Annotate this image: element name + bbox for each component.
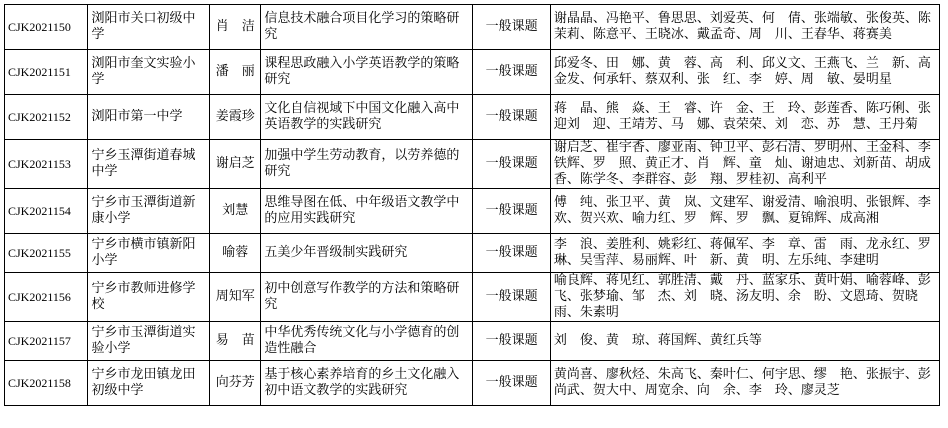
leader-cell: 潘 丽 [210, 50, 261, 95]
topic-cell: 课程思政融入小学英语教学的策略研究 [261, 50, 473, 95]
school-cell: 宁乡市横市镇新阳小学 [88, 234, 210, 273]
members-cell: 蒋 晶、熊 焱、王 睿、许 金、王 玲、彭莲香、陈巧俐、张迎刘 迎、王靖芳、马 娜、袁荣荣、刘 恋、苏 慧、王丹菊 [550, 95, 939, 140]
school-cell: 浏阳市关口初级中学 [88, 5, 210, 50]
project-id-cell: CJK2021157 [5, 322, 88, 361]
school-cell: 宁乡市教师进修学校 [88, 273, 210, 322]
school-cell: 宁乡市玉潭街道实验小学 [88, 322, 210, 361]
members-cell: 谢启芝、崔宇香、廖亚南、钟卫平、彭石清、罗明州、王金科、李铁辉、罗 照、黄正才、肖 辉、童 灿、谢迪忠、刘新苗、胡成香、陈学冬、李群容、彭 翔、罗桂初、高利平 [550, 140, 939, 189]
project-id-cell: CJK2021151 [5, 50, 88, 95]
table-row [5, 273, 940, 322]
topic-cell: 中华优秀传统文化与小学德育的创造性融合 [261, 322, 473, 361]
project-table-body [5, 5, 944, 406]
table-row [5, 50, 940, 95]
project-id-cell: CJK2021153 [5, 140, 88, 189]
members-cell: 谢晶晶、冯艳平、鲁思思、刘爱英、何 倩、张端敏、张俊英、陈茉莉、陈意平、王晓冰、戴孟奇、周 川、王春华、蒋赛美 [550, 5, 939, 50]
project-type-cell: 一般课题 [473, 189, 550, 234]
school-cell: 宁乡市龙田镇龙田初级中学 [88, 361, 210, 406]
table-row [5, 189, 940, 234]
topic-cell: 思维导图在低、中年级语文教学中的应用实践研究 [261, 189, 473, 234]
leader-cell: 谢启芝 [210, 140, 261, 189]
project-type-cell: 一般课题 [473, 5, 550, 50]
members-cell: 黄尚喜、廖秋烃、朱高飞、秦叶仁、何宇思、缪 艳、张振宇、彭尚武、贺大中、周宽余、向 余、李 玲、廖灵芝 [550, 361, 939, 406]
leader-cell: 喻蓉 [210, 234, 261, 273]
leader-cell: 肖 洁 [210, 5, 261, 50]
project-id-cell: CJK2021158 [5, 361, 88, 406]
project-type-cell: 一般课题 [473, 361, 550, 406]
school-cell: 浏阳市第一中学 [88, 95, 210, 140]
topic-cell: 文化自信视域下中国文化融入高中英语教学的实践研究 [261, 95, 473, 140]
leader-cell: 周知军 [210, 273, 261, 322]
leader-cell: 易 苗 [210, 322, 261, 361]
project-type-cell: 一般课题 [473, 322, 550, 361]
project-id-cell: CJK2021150 [5, 5, 88, 50]
school-cell: 浏阳市奎文实验小学 [88, 50, 210, 95]
members-cell: 喻良辉、蒋见红、郭胜清、戴 丹、蓝家乐、黄叶娟、喻蓉峰、彭 飞、张梦瑜、邹 杰、刘 晓、汤友明、余 盼、文恩琦、贺晓雨、朱素明 [550, 273, 939, 322]
table-row [5, 322, 940, 361]
school-cell: 宁乡市玉潭街道新康小学 [88, 189, 210, 234]
members-cell: 刘 俊、黄 琼、蒋国辉、黄红兵等 [550, 322, 939, 361]
project-table [4, 4, 944, 406]
table-row [5, 5, 940, 50]
project-type-cell: 一般课题 [473, 140, 550, 189]
members-cell: 傅 纯、张卫平、黄 岚、文建军、谢爱清、喻浪明、张银辉、李 欢、贺兴欢、喻力红、罗 辉、罗 飘、夏锦辉、成高湘 [550, 189, 939, 234]
project-id-cell: CJK2021152 [5, 95, 88, 140]
project-id-cell: CJK2021155 [5, 234, 88, 273]
project-type-cell: 一般课题 [473, 273, 550, 322]
table-row [5, 140, 940, 189]
school-cell: 宁乡玉潭街道春城中学 [88, 140, 210, 189]
table-row [5, 361, 940, 406]
leader-cell: 刘慧 [210, 189, 261, 234]
topic-cell: 加强中学生劳动教育，以劳养德的研究 [261, 140, 473, 189]
members-cell: 邱爱冬、田 娜、黄 蓉、高 利、邱义文、王燕飞、兰 新、高金发、何承轩、蔡双利、张 红、李 婷、周 敏、晏明星 [550, 50, 939, 95]
table-row [5, 95, 940, 140]
leader-cell: 向芬芳 [210, 361, 261, 406]
project-id-cell: CJK2021154 [5, 189, 88, 234]
topic-cell: 五美少年晋级制实践研究 [261, 234, 473, 273]
leader-cell: 姜霞珍 [210, 95, 261, 140]
table-row [5, 234, 940, 273]
project-type-cell: 一般课题 [473, 95, 550, 140]
topic-cell: 基于核心素养培育的乡土文化融入初中语文教学的实践研究 [261, 361, 473, 406]
project-type-cell: 一般课题 [473, 50, 550, 95]
project-type-cell: 一般课题 [473, 234, 550, 273]
topic-cell: 信息技术融合项目化学习的策略研究 [261, 5, 473, 50]
topic-cell: 初中创意写作教学的方法和策略研究 [261, 273, 473, 322]
members-cell: 李 浪、姜胜利、姚彩红、蒋佩军、李 章、雷 雨、龙永红、罗琳、吴雪萍、易丽辉、叶 新、黄 明、左乐纯、李建明 [550, 234, 939, 273]
project-id-cell: CJK2021156 [5, 273, 88, 322]
